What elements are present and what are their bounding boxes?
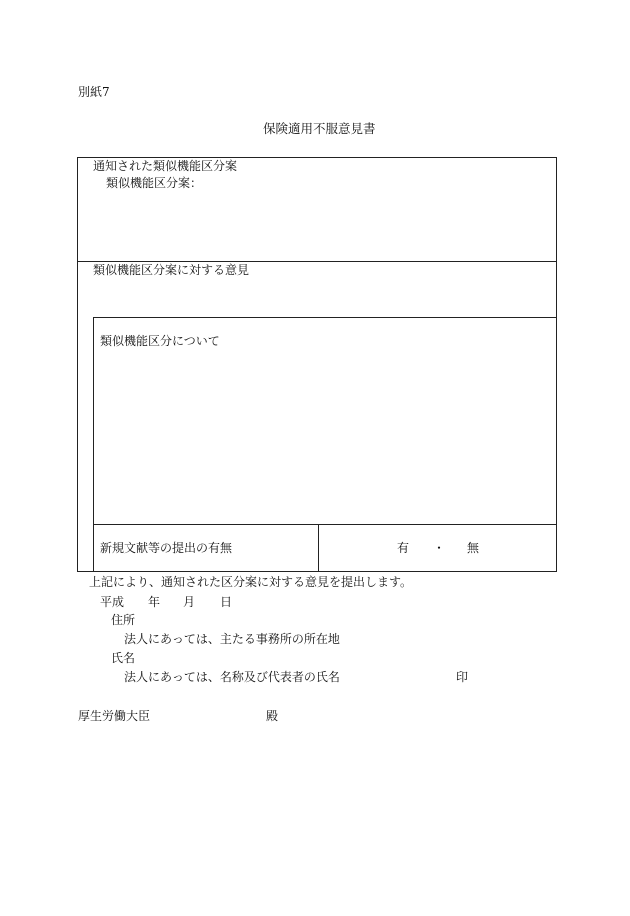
literature-label: 新規文献等の提出の有無 <box>100 541 233 555</box>
section1-heading: 通知された類似機能区分案 <box>93 159 238 173</box>
date-year-unit: 年 <box>148 595 161 609</box>
address-note: 法人にあっては、主たる事務所の所在地 <box>124 632 340 646</box>
proposed-category-field[interactable] <box>200 176 550 256</box>
proposed-category-label: 類似機能区分案： <box>106 176 203 190</box>
section2-heading: 類似機能区分案に対する意見 <box>93 263 250 277</box>
literature-column-divider <box>318 524 319 572</box>
inner-box-label: 類似機能区分について <box>100 334 220 348</box>
honorific: 殿 <box>266 709 279 723</box>
attachment-label: 別紙7 <box>78 85 110 99</box>
date-day-unit: 日 <box>220 595 233 609</box>
declaration-statement: 上記により、通知された区分案に対する意見を提出します。 <box>89 575 413 589</box>
option-no[interactable]: 無 <box>467 541 480 555</box>
name-label: 氏名 <box>111 651 136 665</box>
document-title: 保険適用不服意見書 <box>263 121 376 136</box>
seal-mark: 印 <box>456 670 469 684</box>
section-divider <box>77 261 557 262</box>
literature-row-divider <box>93 524 557 525</box>
recipient: 厚生労働大臣 <box>78 709 151 723</box>
date-era: 平成 <box>100 595 125 609</box>
option-separator: ・ <box>433 541 446 555</box>
name-note: 法人にあっては、名称及び代表者の氏名 <box>124 670 340 684</box>
option-yes[interactable]: 有 <box>397 541 410 555</box>
address-label: 住所 <box>111 613 136 627</box>
date-month-unit: 月 <box>183 595 196 609</box>
opinion-text-area[interactable] <box>100 355 550 515</box>
